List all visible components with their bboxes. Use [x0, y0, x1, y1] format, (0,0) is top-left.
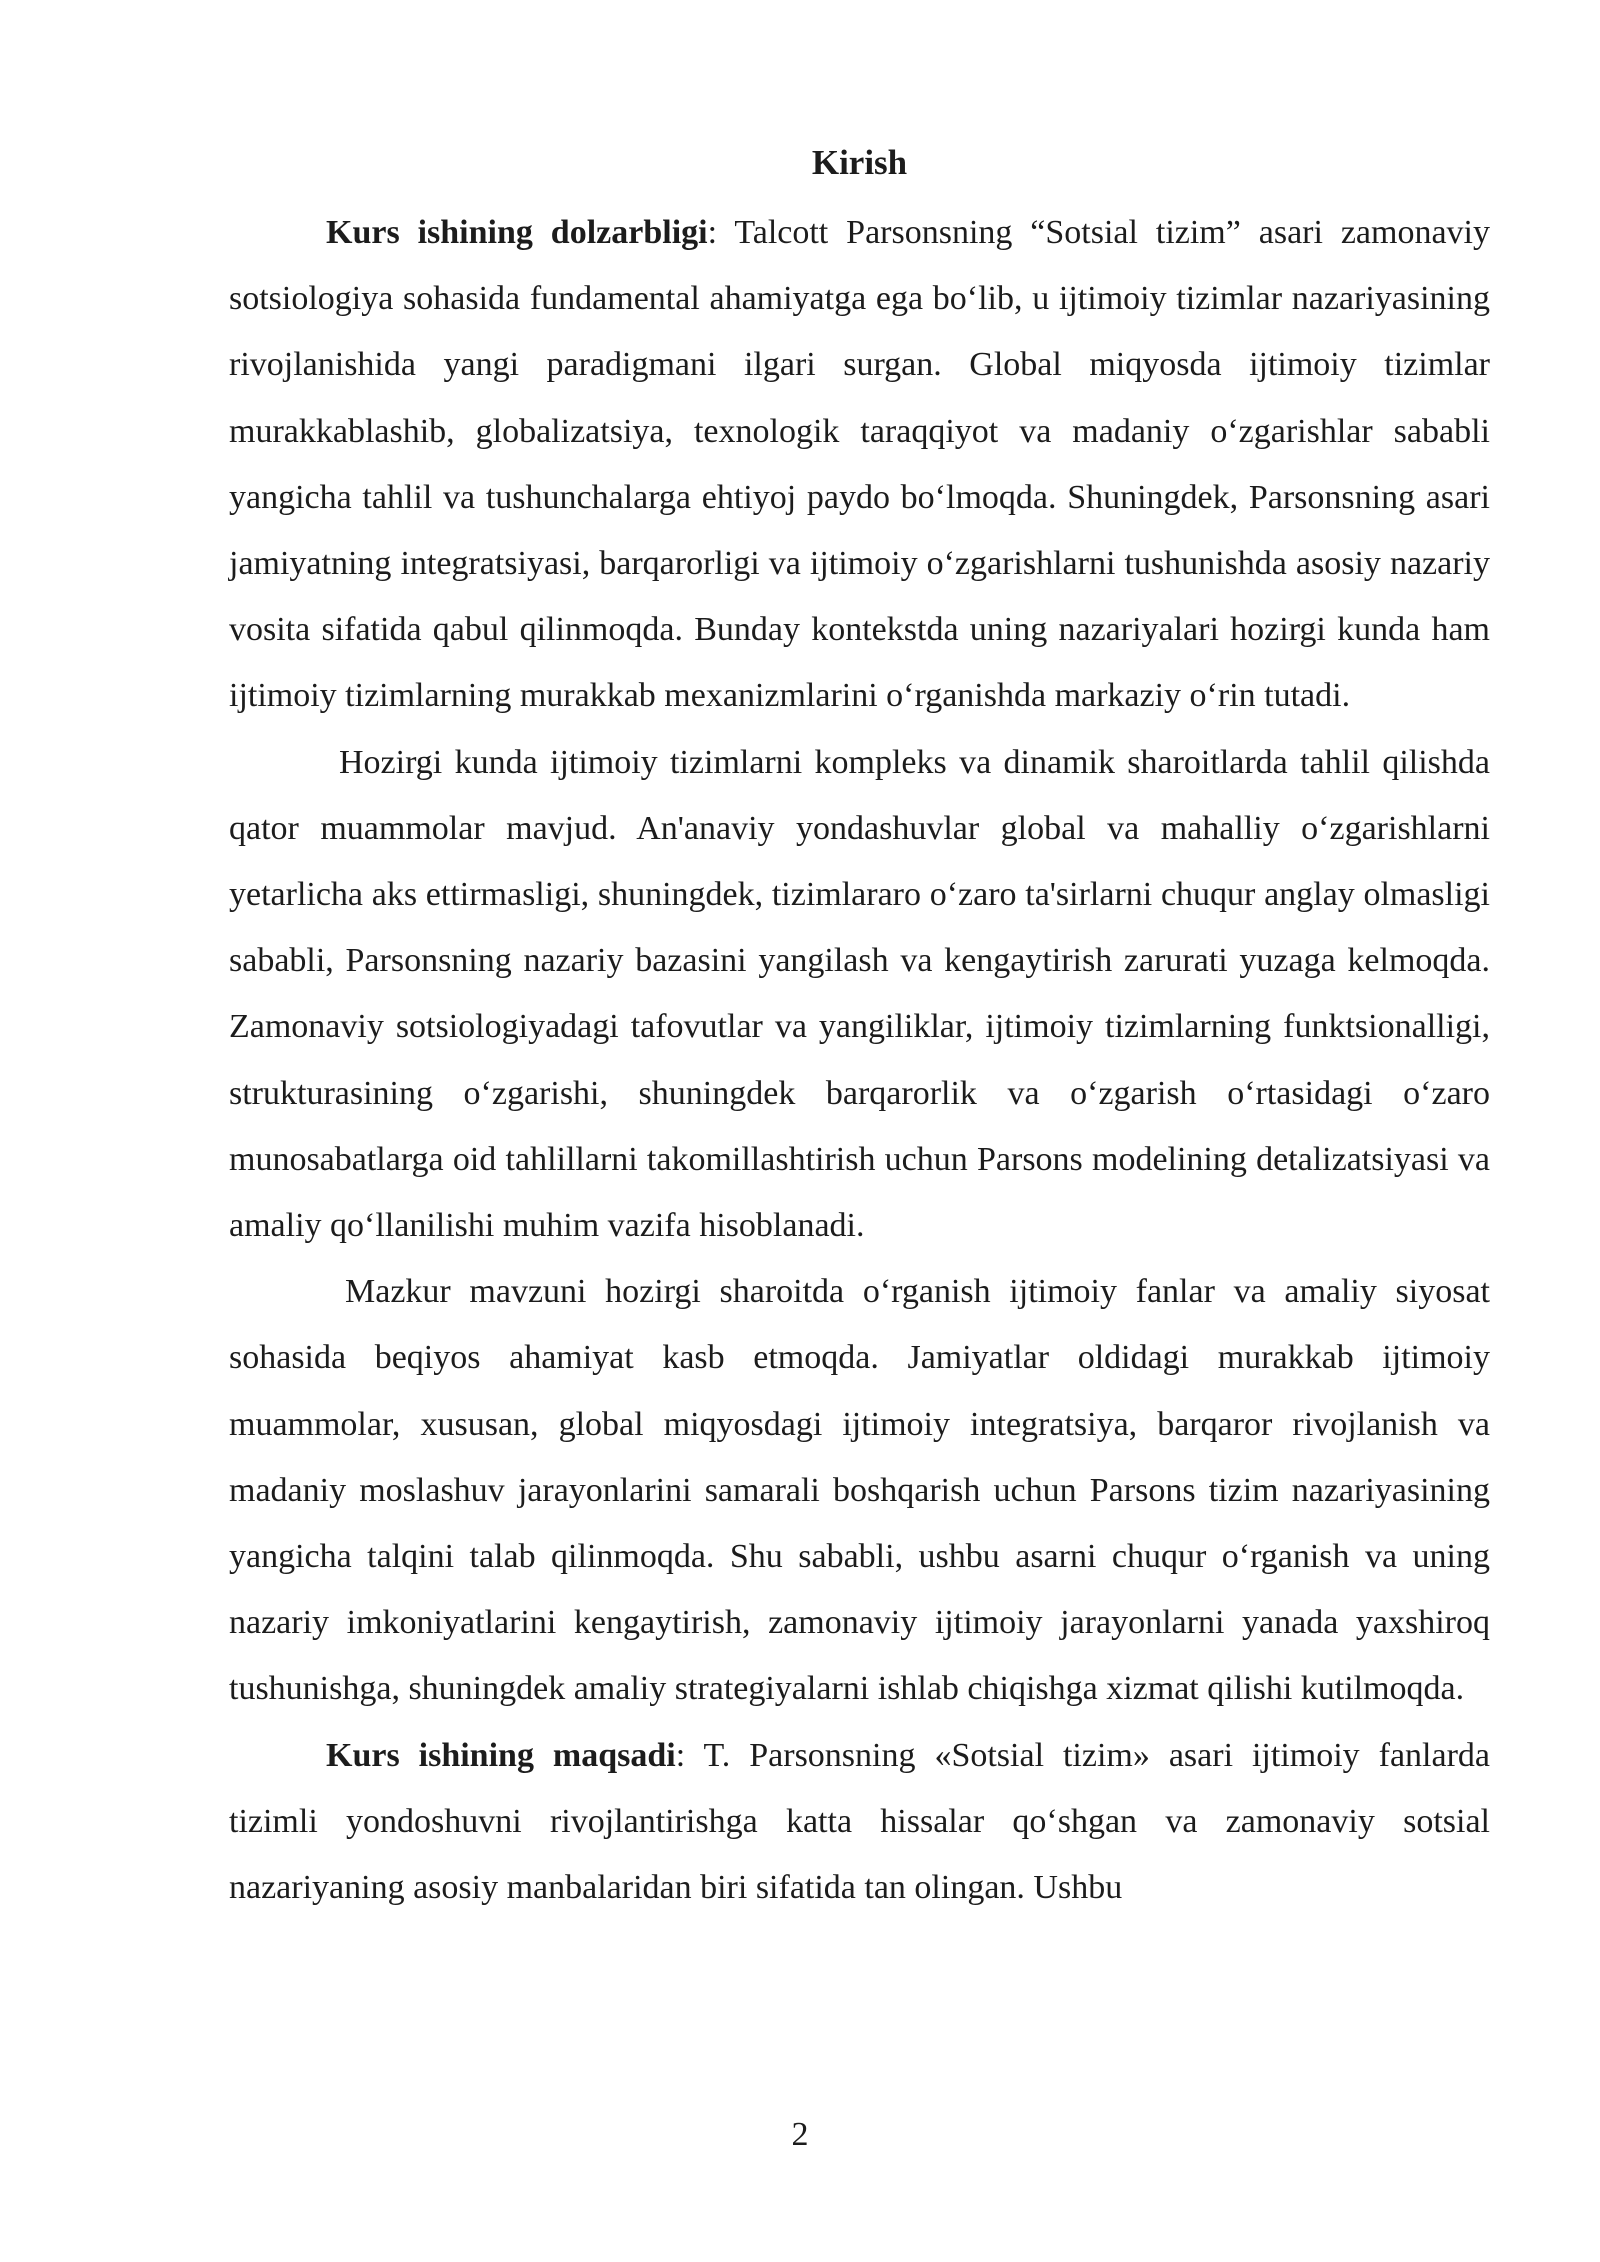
- paragraph-text: Mazkur mavzuni hozirgi sharoitda o‘rganish ijtimoiy fanlar va amaliy siyosat sohasida beqiyos ahamiyat kasb etmoqda. Jamiyatlar oldidagi murakkab ijtimoiy muammolar, xususan, global miqyosdagi ijtimoiy integratsiya, barqaror rivojlanish va madaniy moslashuv jarayonlarini samarali boshqarish uchun Parsons tizim nazariyasining yangicha talqini talab qilinmoqda. Shu sababli, ushbu asarni chuqur o‘rganish va uning nazariy imkoniyatlarini kengaytirish, zamonaviy ijtimoiy jarayonlarni yanada yaxshiroq tushunishga, shuningdek amaliy strategiyalarni ishlab chiqishga xizmat qilishi kutilmoqda.: [229, 1273, 1490, 1708]
- paragraph-text: : T. Parsonsning «Sotsial tizim» asari ijtimoiy fanlarda tizimli yondoshuvni rivojlantirishga katta hissalar qo‘shgan va zamonaviy sotsial nazariyaning asosiy manbalaridan biri sifatida tan olingan. Ushbu: [229, 1736, 1490, 1907]
- paragraph-lead-goal: Kurs ishining maqsadi: [326, 1736, 676, 1774]
- document-page: [229, 138, 1490, 1921]
- paragraph-importance: [229, 1259, 1490, 1722]
- paragraph-text: : Talcott Parsonsning “Sotsial tizim” asari zamonaviy sotsiologiya sohasida fundamental ahamiyatga ega bo‘lib, u ijtimoiy tizimlar nazariyasining rivojlanishida yangi paradigmani ilgari surgan. Global miqyosda ijtimoiy tizimlar murakkablashib, globalizatsiya, texnologik taraqqiyot va madaniy o‘zgarishlar sababli yangicha tahlil va tushunchalarga ehtiyoj paydo bo‘lmoqda. Shuningdek, Parsonsning asari jamiyatning integratsiyasi, barqarorligi va ijtimoiy o‘zgarishlarni tushunishda asosiy nazariy vosita sifatida qabul qilinmoqda. Bunday kontekstda uning nazariyalari hozirgi kunda ham ijtimoiy tizimlarning murakkab mexanizmlarini o‘rganishda markaziy o‘rin tutadi.: [229, 214, 1491, 715]
- paragraph-problems: [229, 730, 1490, 1260]
- paragraph-text: Hozirgi kunda ijtimoiy tizimlarni kompleks va dinamik sharoitlarda tahlil qilishda qator muammolar mavjud. An'anaviy yondashuvlar global va mahalliy o‘zgarishlarni yetarlicha aks ettirmasligi, shuningdek, tizimlararo o‘zaro ta'sirlarni chuqur anglay olmasligi sababli, Parsonsning nazariy bazasini yangilash va kengaytirish zarurati yuzaga kelmoqda. Zamonaviy sotsiologiyadagi tafovutlar va yangiliklar, ijtimoiy tizimlarning funktsionalligi, strukturasining o‘zgarishi, shuningdek barqarorlik va o‘zgarish o‘rtasidagi o‘zaro munosabatlarga oid tahlillarni takomillashtirish uchun Parsons modelining detalizatsiyasi va amaliy qo‘llanilishi muhim vazifa hisoblanadi.: [229, 743, 1490, 1245]
- section-title: Kirish: [811, 143, 908, 182]
- paragraph-relevance: [229, 200, 1490, 730]
- paragraph-lead-relevance: Kurs ishining dolzarbligi: [326, 214, 708, 251]
- page-number: 2: [791, 2116, 809, 2153]
- paragraph-goal: [229, 1723, 1490, 1922]
